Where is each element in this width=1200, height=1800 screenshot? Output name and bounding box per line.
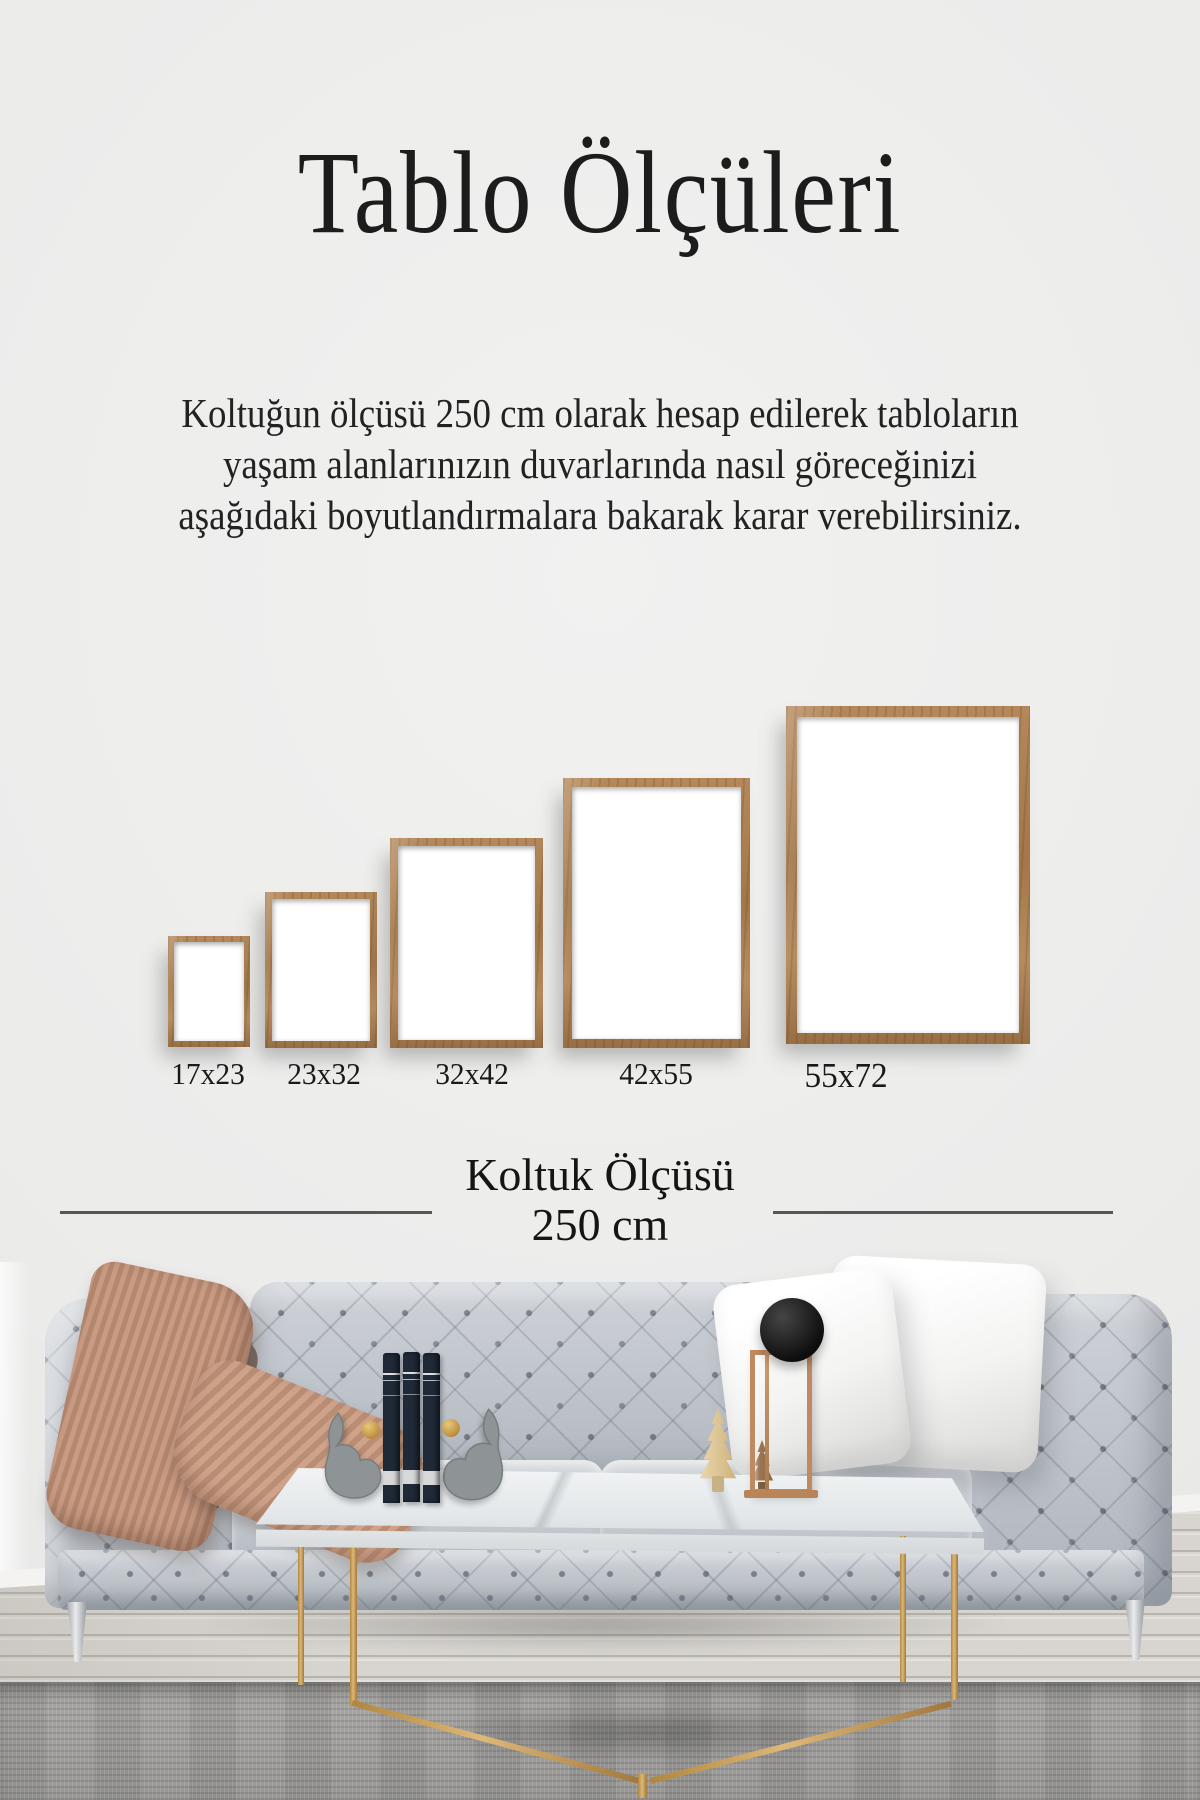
rose-gold-stand <box>750 1350 812 1494</box>
frame-55x72 <box>786 706 1030 1044</box>
sofa-measure-heading: Koltuk Ölçüsü <box>465 1149 735 1200</box>
gold-ball-right <box>442 1419 460 1437</box>
sofa-measure-value: 250 cm <box>531 1199 669 1250</box>
table-shadow <box>330 1692 970 1772</box>
table-base-center <box>638 1774 647 1798</box>
book-2 <box>403 1352 420 1502</box>
page-title: Tablo Ölçüleri <box>297 127 903 258</box>
frame-17x23-canvas <box>174 942 244 1041</box>
table-leg-back-left <box>298 1535 304 1685</box>
book-1 <box>383 1353 400 1503</box>
intro-paragraph <box>60 388 1140 541</box>
intro-line-2: yaşam alanlarınızın duvarlarında nasıl göreceğinizi <box>222 441 978 487</box>
book-3 <box>423 1353 440 1503</box>
frame-42x55 <box>563 778 750 1048</box>
frame-size-label-1: 17x23 <box>171 1056 245 1091</box>
frame-23x32-canvas <box>272 899 370 1041</box>
gold-ball-left <box>362 1421 380 1439</box>
table-leg-back-right <box>900 1536 906 1682</box>
frame-size-label-4: 42x55 <box>619 1056 693 1091</box>
rose-gold-stand-base <box>744 1490 818 1498</box>
measure-line-right <box>773 1211 1113 1214</box>
wooden-tree-trunk-cream <box>712 1476 724 1492</box>
whale-bookend-left <box>322 1406 386 1504</box>
frame-55x72-canvas <box>797 717 1019 1033</box>
frame-23x32 <box>265 892 377 1048</box>
frame-42x55-canvas <box>572 787 741 1039</box>
intro-line-1: Koltuğun ölçüsü 250 cm olarak hesap edilerek tabloların <box>181 390 1019 436</box>
frame-size-label-2: 23x32 <box>287 1056 361 1091</box>
sofa-front-base <box>58 1550 1144 1610</box>
table-leg-front-right <box>951 1544 958 1700</box>
window-light <box>0 1262 30 1592</box>
measure-line-left <box>60 1211 432 1214</box>
frame-size-label-3: 32x42 <box>435 1056 509 1091</box>
frame-32x42 <box>390 838 543 1048</box>
white-pillow-front <box>711 1266 914 1482</box>
frame-size-label-5: 55x72 <box>804 1056 888 1095</box>
frame-17x23 <box>168 936 250 1047</box>
frame-32x42-canvas <box>398 846 535 1040</box>
black-sphere-decor <box>760 1298 824 1362</box>
intro-line-3: aşağıdaki boyutlandırmalara bakarak karar verebilirsiniz. <box>178 492 1022 538</box>
table-leg-front-left <box>350 1542 357 1705</box>
